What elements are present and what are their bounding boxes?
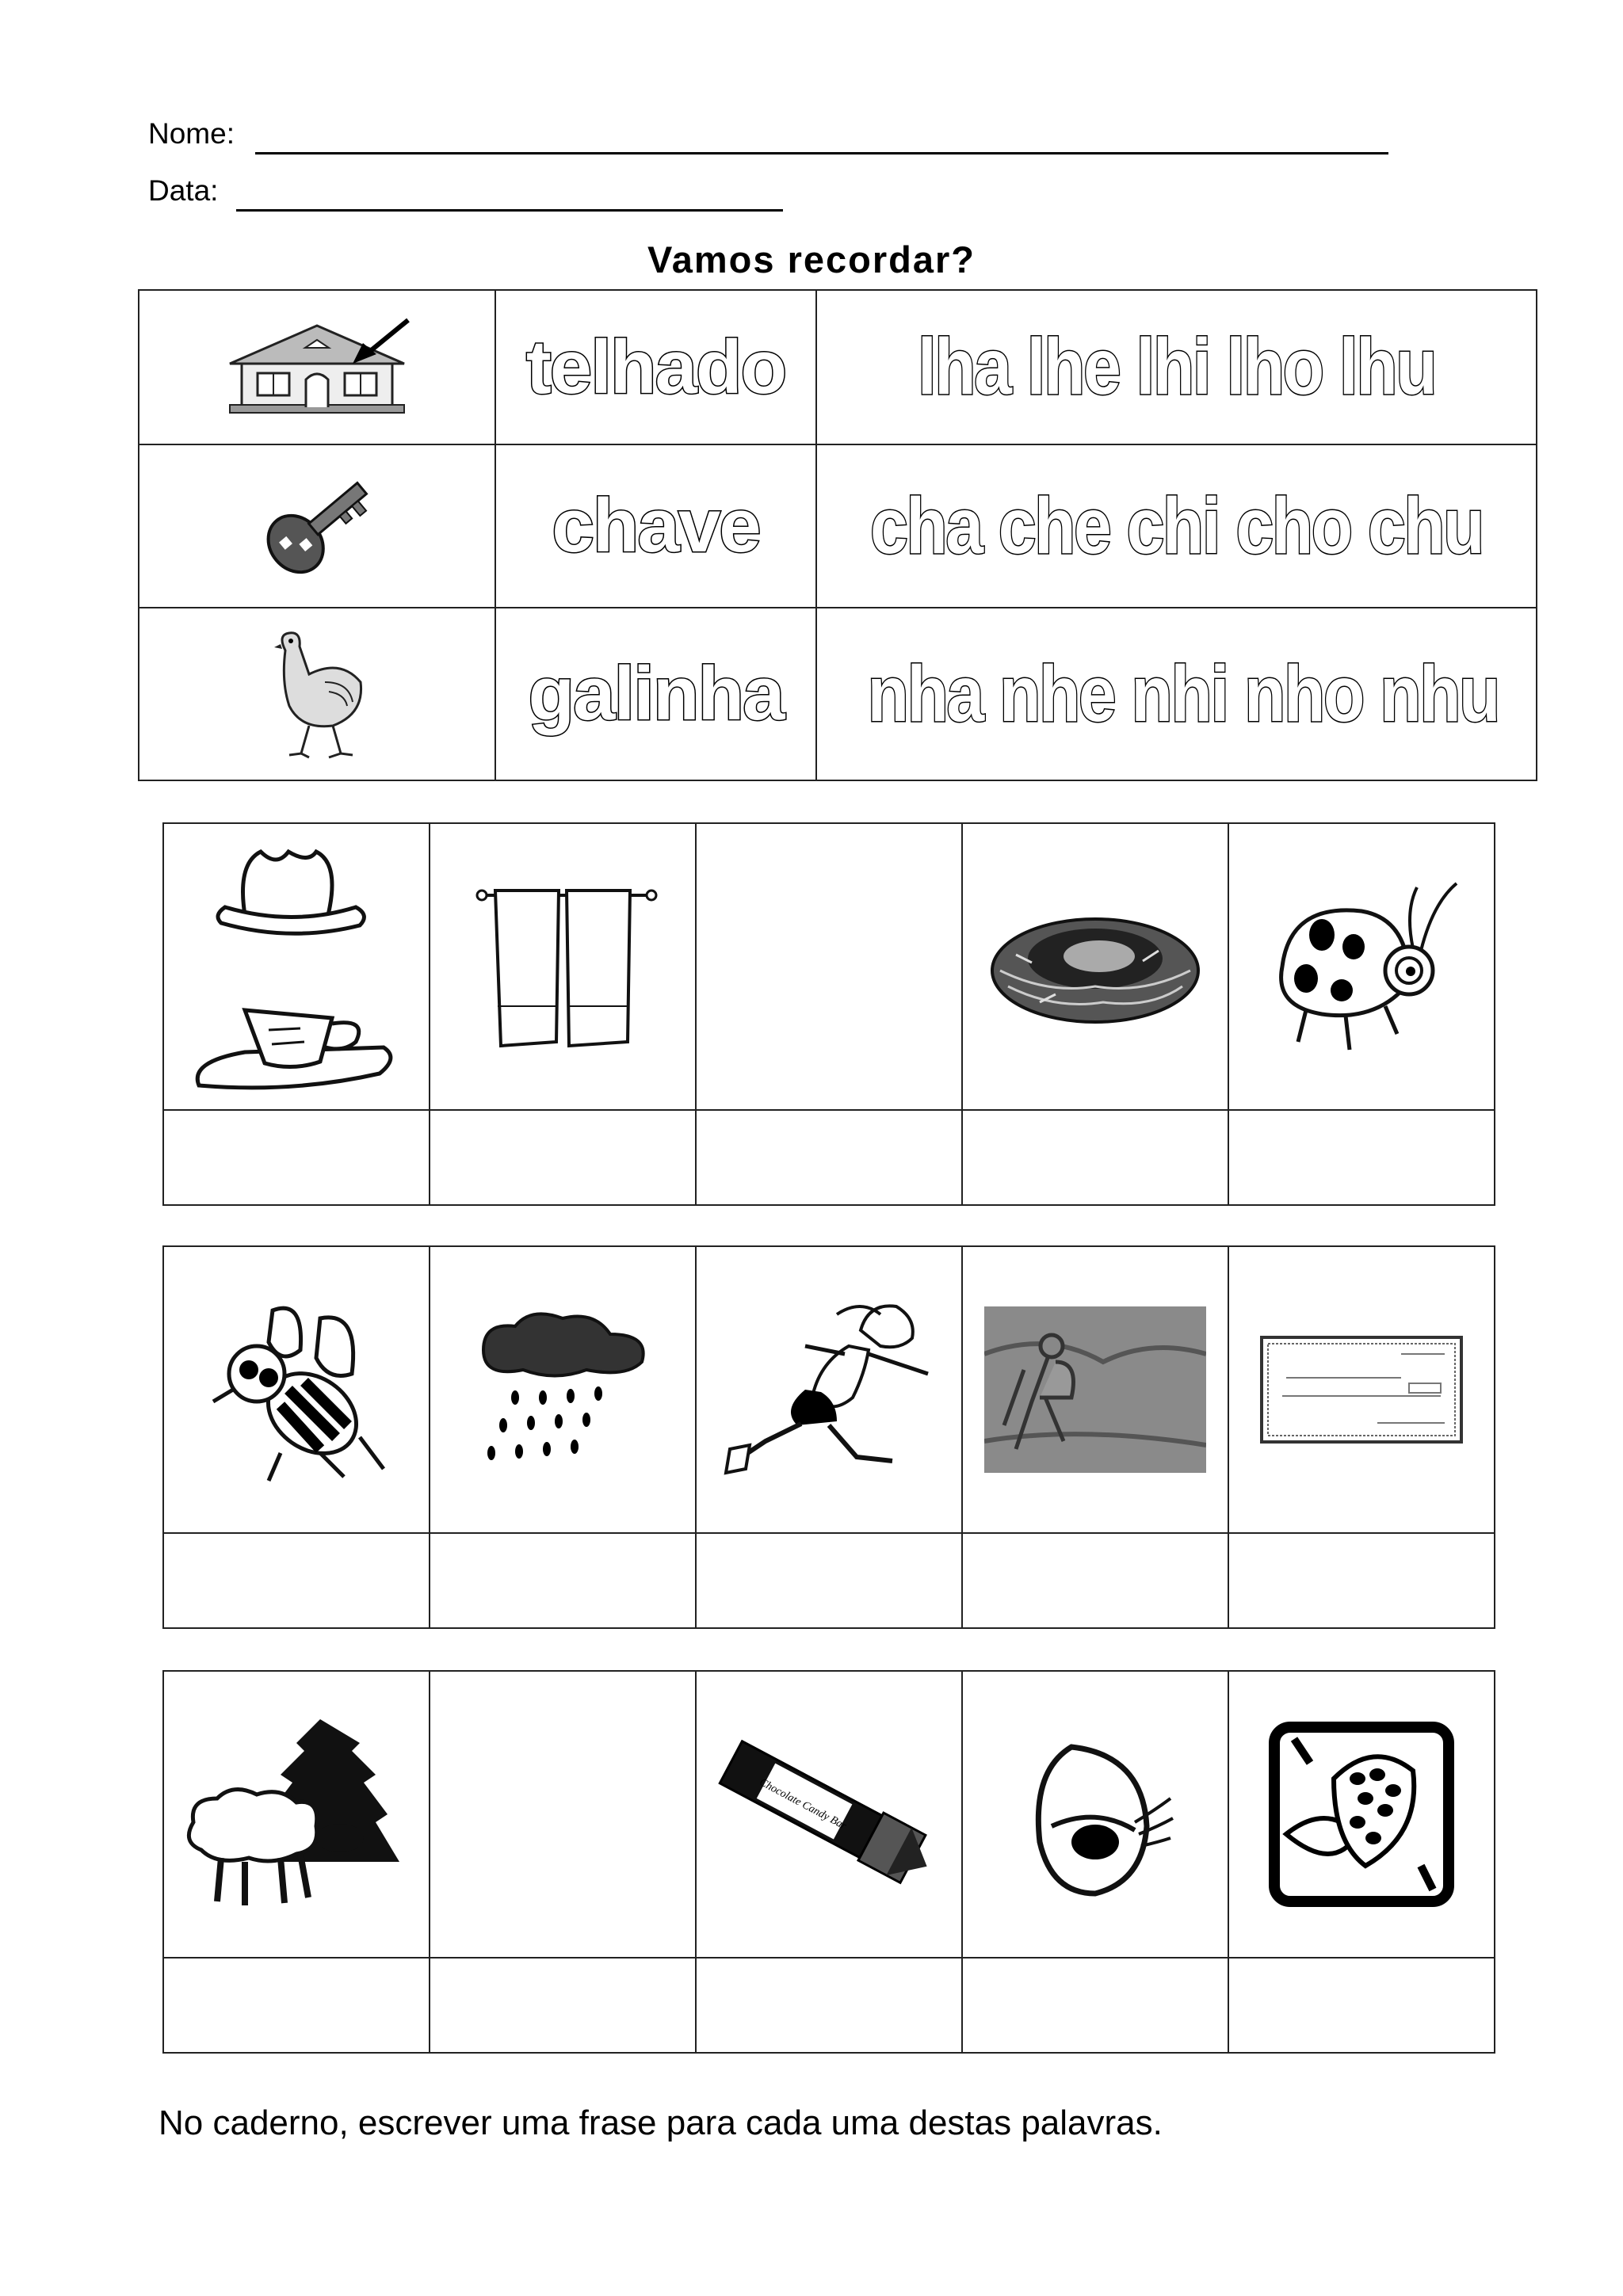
picture-cell [430,1246,696,1533]
page-title: Vamos recordar? [647,238,976,280]
reference-table [138,289,1537,781]
syllables-cell [816,608,1537,780]
picture-cell [1228,1671,1495,1958]
table-row [163,1246,1495,1533]
picture-cell-empty [696,823,962,1110]
syllables-cell [816,444,1537,608]
picture-grid-3 [162,1670,1495,2054]
answer-cell[interactable] [962,1533,1228,1628]
syllables-cell [816,290,1537,444]
table-row [163,1110,1495,1205]
house-roof-icon [214,316,420,419]
answer-cell[interactable] [1228,1958,1495,2053]
answer-cell[interactable] [962,1958,1228,2053]
word-chave: chave [552,483,760,568]
answer-cell[interactable] [696,1110,962,1205]
table-row [163,1671,1495,1958]
answer-cell[interactable] [962,1110,1228,1205]
answer-cell[interactable] [696,1958,962,2053]
table-row [163,1958,1495,2053]
answer-cell[interactable] [696,1533,962,1628]
picture-cell [962,1671,1228,1958]
check-icon [1258,1334,1465,1445]
answer-cell[interactable] [163,1533,430,1628]
rain-cloud-icon [468,1302,658,1477]
name-label: Nome: [148,117,235,150]
picture-cell [430,823,696,1110]
word-cell [495,608,816,780]
word-galinha: galinha [528,651,784,736]
table-row [139,608,1537,780]
picture-grid-2 [162,1245,1495,1629]
answer-cell[interactable] [430,1533,696,1628]
nest-icon [984,899,1206,1034]
answer-cell[interactable] [163,1958,430,2053]
picture-cell-empty [430,1671,696,1958]
syllables-nh: nha nhe nhi nho nhu [867,649,1499,738]
answer-cell[interactable] [430,1958,696,2053]
answer-cell[interactable] [430,1110,696,1205]
table-row [163,1533,1495,1628]
image-cell [139,608,495,780]
date-label: Data: [148,174,219,207]
bee-icon [201,1295,391,1485]
word-cell [495,444,816,608]
picture-cell [163,1671,430,1958]
picture-cell [962,1246,1228,1533]
hiker-icon [984,1306,1206,1473]
picture-cell [163,823,430,1110]
syllables-ch: cha che chi cho chu [870,481,1483,570]
picture-cell [1228,823,1495,1110]
image-cell [139,444,495,608]
key-icon [254,467,380,585]
answer-cell[interactable] [163,1110,430,1205]
hat-and-teacup-icon [189,840,403,1093]
name-field [148,117,235,151]
answer-cell[interactable] [1228,1110,1495,1205]
ladybug-icon [1258,871,1465,1062]
image-cell [139,290,495,444]
syllables-lh: lha lhe lhi lho lhu [917,322,1436,411]
word-cell [495,290,816,444]
eye-icon [1016,1723,1174,1905]
answer-cell[interactable] [1228,1533,1495,1628]
chocolate-bar-icon [710,1727,948,1901]
footer-instruction: No caderno, escrever uma frase para cada uma destas palavras. [158,2103,1163,2142]
table-row [139,290,1537,444]
chocolate-wrapper-text: Chocolate Candy Bar [757,1776,849,1833]
corn-icon [1262,1715,1461,1913]
picture-cell [1228,1246,1495,1533]
date-field [148,174,218,208]
hen-icon [254,627,380,761]
picture-grid-1 [162,822,1495,1206]
word-telhado: telhado [525,324,786,410]
picture-cell [962,823,1228,1110]
table-row [163,823,1495,1110]
picture-cell [163,1246,430,1533]
running-rabbit-icon [718,1299,940,1481]
picture-cell [696,1671,962,1958]
date-line[interactable] [236,208,783,212]
name-line[interactable] [255,151,1388,154]
sheep-and-pine-icon [178,1695,415,1933]
table-row [139,444,1537,608]
picture-cell [696,1246,962,1533]
towels-icon [460,879,666,1054]
